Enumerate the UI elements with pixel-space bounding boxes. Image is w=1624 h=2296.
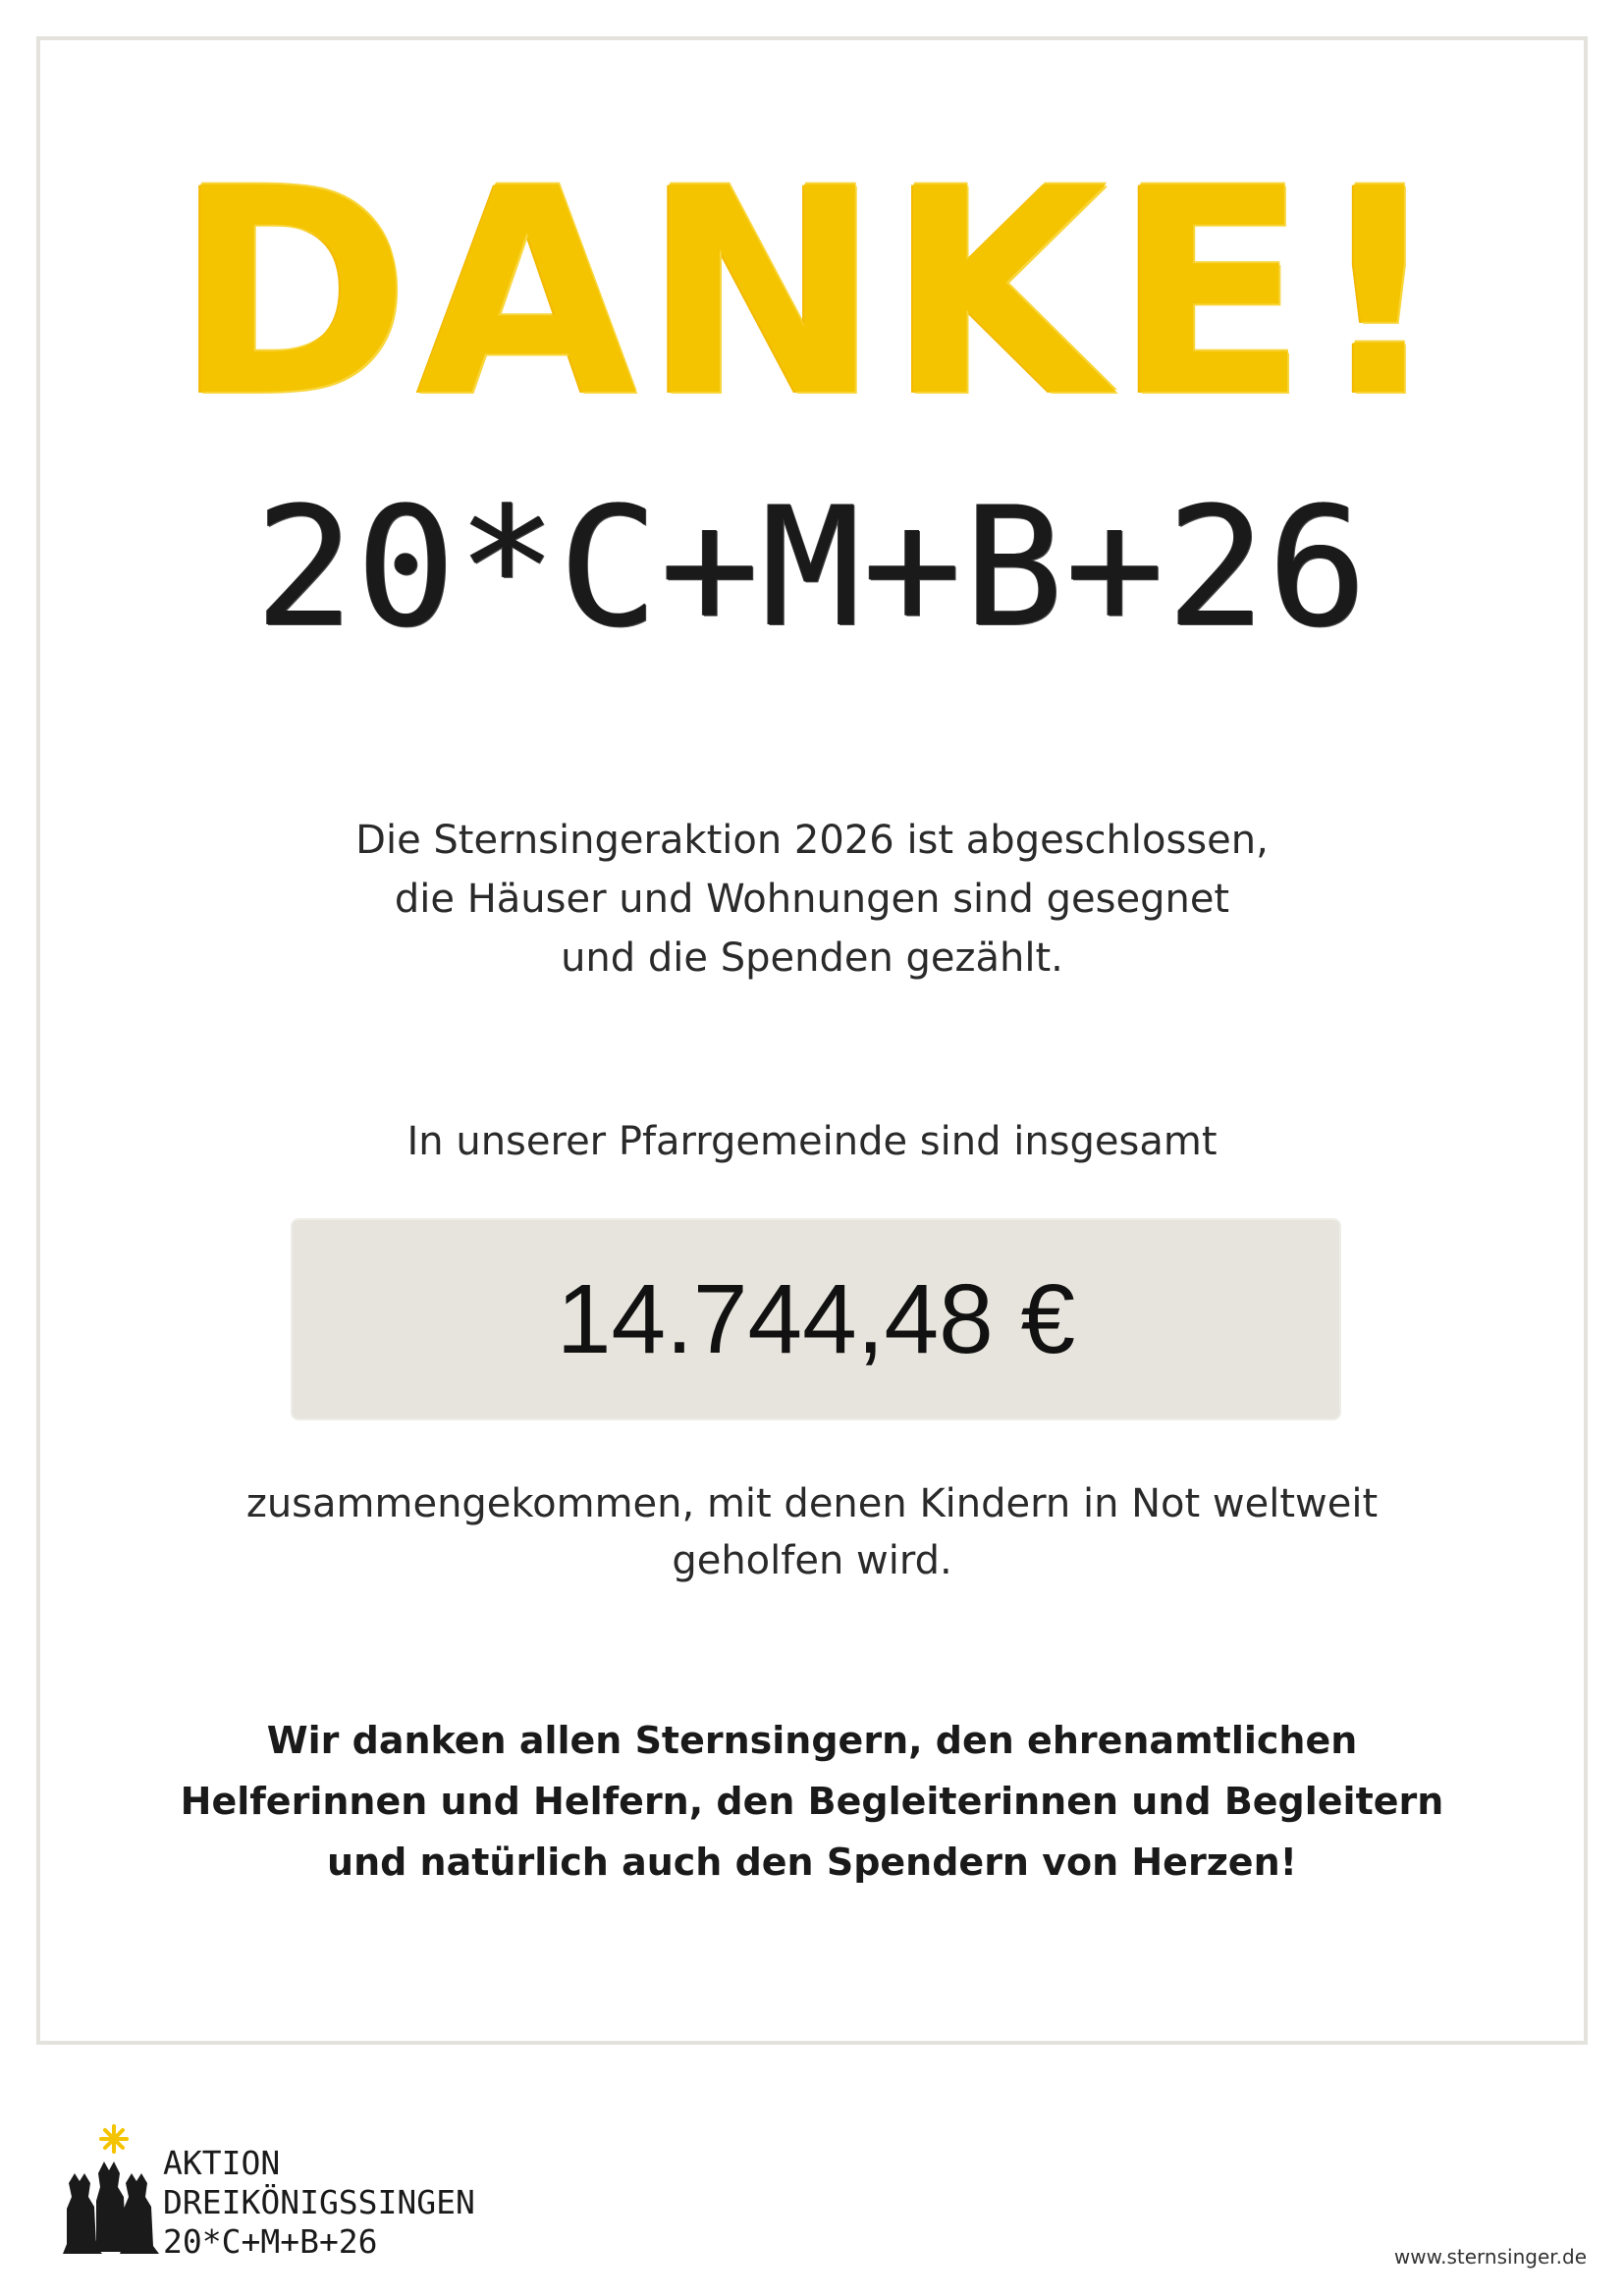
thanks-line: Helferinnen und Helfern, den Begleiterinnen und Begleitern [180, 1780, 1444, 1823]
intro-line: Die Sternsingeraktion 2026 ist abgeschlossen, [355, 818, 1269, 863]
aktion-dreikoenigssingen-logo [51, 2122, 503, 2260]
thanks-line: und natürlich auch den Spendern von Herzen! [327, 1841, 1297, 1884]
intro-line: die Häuser und Wohnungen sind gesegnet [394, 877, 1230, 922]
outro-line: geholfen wird. [672, 1538, 952, 1583]
thanks-line: Wir danken allen Sternsingern, den ehrenamtlichen [266, 1719, 1358, 1762]
blessing-code: 20*C+M+B+26 [254, 471, 1370, 664]
logo-line: AKTION [163, 2144, 281, 2182]
intro-paragraph [0, 811, 1624, 988]
thanks-paragraph [0, 1710, 1624, 1893]
logo-line: DREIKÖNIGSSINGEN [163, 2183, 475, 2221]
donation-amount: 14.744,48 € [556, 1264, 1076, 1374]
outro-paragraph [0, 1475, 1624, 1589]
logo-text [163, 2144, 475, 2262]
three-kings-star-icon [51, 2122, 167, 2260]
logo-line: 20*C+M+B+26 [163, 2222, 378, 2261]
headline: DANKE! [174, 129, 1450, 459]
website-link[interactable]: www.sternsinger.de [1393, 2245, 1587, 2269]
outro-line: zusammengekommen, mit denen Kindern in Not weltweit [245, 1481, 1379, 1526]
intro-line: und die Spenden gezählt. [561, 935, 1063, 981]
lead-text: In unserer Pfarrgemeinde sind insgesamt [406, 1119, 1218, 1164]
